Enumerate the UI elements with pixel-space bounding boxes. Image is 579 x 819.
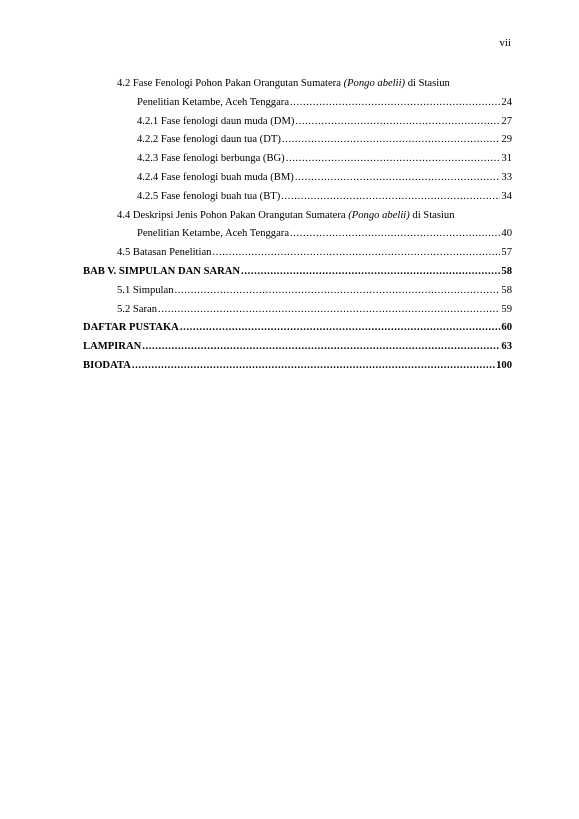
toc-entry-page: 58 (501, 284, 512, 296)
toc-entry-page: 31 (501, 153, 512, 165)
toc-entry-title: 5.2 Saran (117, 303, 158, 315)
page-number: vii (499, 37, 511, 49)
toc-entry-title: 4.2.2 Fase fenologi daun tua (DT) (137, 134, 281, 146)
toc-entry-title: 5.1 Simpulan (117, 284, 174, 296)
toc-entry-title-end: di Stasiun (405, 78, 450, 89)
toc-entry-page: 29 (501, 134, 512, 146)
toc-entry-page: 60 (501, 322, 512, 334)
toc-entry-title: 4.2.4 Fase fenologi buah muda (BM) (137, 171, 294, 183)
toc-entry-page: 40 (501, 228, 512, 240)
toc-leader-dots (281, 188, 500, 207)
toc-entry-title: BIODATA (83, 359, 131, 371)
toc-entry-5-1[interactable] (83, 282, 512, 301)
toc-entry-4-2-2[interactable] (83, 131, 512, 150)
toc-leader-dots (295, 113, 500, 132)
toc-leader-dots (158, 301, 500, 320)
toc-entry-5-2[interactable] (83, 301, 512, 320)
toc-entry-page: 34 (501, 190, 512, 202)
toc-entry-page: 27 (501, 115, 512, 127)
toc-entry-title: Penelitian Ketambe, Aceh Tenggara (137, 96, 290, 108)
toc-entry-4-2[interactable] (83, 75, 512, 94)
toc-entry-4-2-3[interactable] (83, 150, 512, 169)
toc-entry-page: 100 (496, 359, 512, 371)
toc-entry-4-4-cont[interactable] (83, 225, 512, 244)
toc-entry-title: 4.2 Fase Fenologi Pohon Pakan Orangutan Sumatera (117, 78, 344, 89)
toc-leader-dots (282, 131, 501, 150)
toc-leader-dots (142, 338, 500, 357)
toc-entry-page: 63 (501, 341, 512, 353)
toc-entry-italic: (Pongo abelii) (343, 78, 406, 89)
toc-entry-lampiran[interactable] (83, 338, 512, 357)
toc-entry-page: 59 (501, 303, 512, 315)
toc-leader-dots (286, 150, 501, 169)
toc-entry-4-2-4[interactable] (83, 169, 512, 188)
toc-leader-dots (132, 357, 495, 376)
table-of-contents (83, 75, 512, 376)
toc-entry-4-5[interactable] (83, 244, 512, 263)
toc-entry-title: LAMPIRAN (83, 341, 142, 353)
toc-leader-dots (295, 169, 501, 188)
toc-leader-dots (175, 282, 501, 301)
toc-entry-title: DAFTAR PUSTAKA (83, 322, 179, 334)
toc-entry-daftar-pustaka[interactable] (83, 319, 512, 338)
toc-leader-dots (241, 263, 500, 282)
toc-entry-4-2-5[interactable] (83, 188, 512, 207)
toc-entry-page: 58 (501, 265, 512, 277)
toc-entry-page: 24 (501, 96, 512, 108)
toc-entry-title: Penelitian Ketambe, Aceh Tenggara (137, 228, 290, 240)
toc-entry-title: 4.2.5 Fase fenologi buah tua (BT) (137, 190, 281, 202)
toc-entry-biodata[interactable] (83, 357, 512, 376)
toc-entry-4-2-cont[interactable] (83, 94, 512, 113)
toc-leader-dots (212, 244, 500, 263)
toc-entry-4-4[interactable] (83, 207, 512, 226)
toc-entry-title: 4.4 Deskripsi Jenis Pohon Pakan Orangutan Sumatera (117, 209, 349, 221)
toc-entry-page: 57 (501, 247, 512, 259)
toc-entry-title: 4.5 Batasan Penelitian (117, 247, 212, 259)
toc-entry-title: BAB V. SIMPULAN DAN SARAN (83, 265, 241, 277)
toc-entry-title-end: di Stasiun (409, 209, 455, 221)
toc-entry-title: 4.2.1 Fase fenologi daun muda (DM) (137, 115, 295, 127)
toc-leader-dots (290, 94, 500, 113)
toc-entry-4-2-1[interactable] (83, 113, 512, 132)
toc-entry-italic: (Pongo abelii) (348, 209, 410, 221)
toc-leader-dots (180, 319, 501, 338)
toc-leader-dots (290, 225, 500, 244)
toc-entry-page: 33 (501, 171, 512, 183)
toc-entry-bab-v[interactable] (83, 263, 512, 282)
toc-entry-title: 4.2.3 Fase fenologi berbunga (BG) (137, 153, 285, 165)
